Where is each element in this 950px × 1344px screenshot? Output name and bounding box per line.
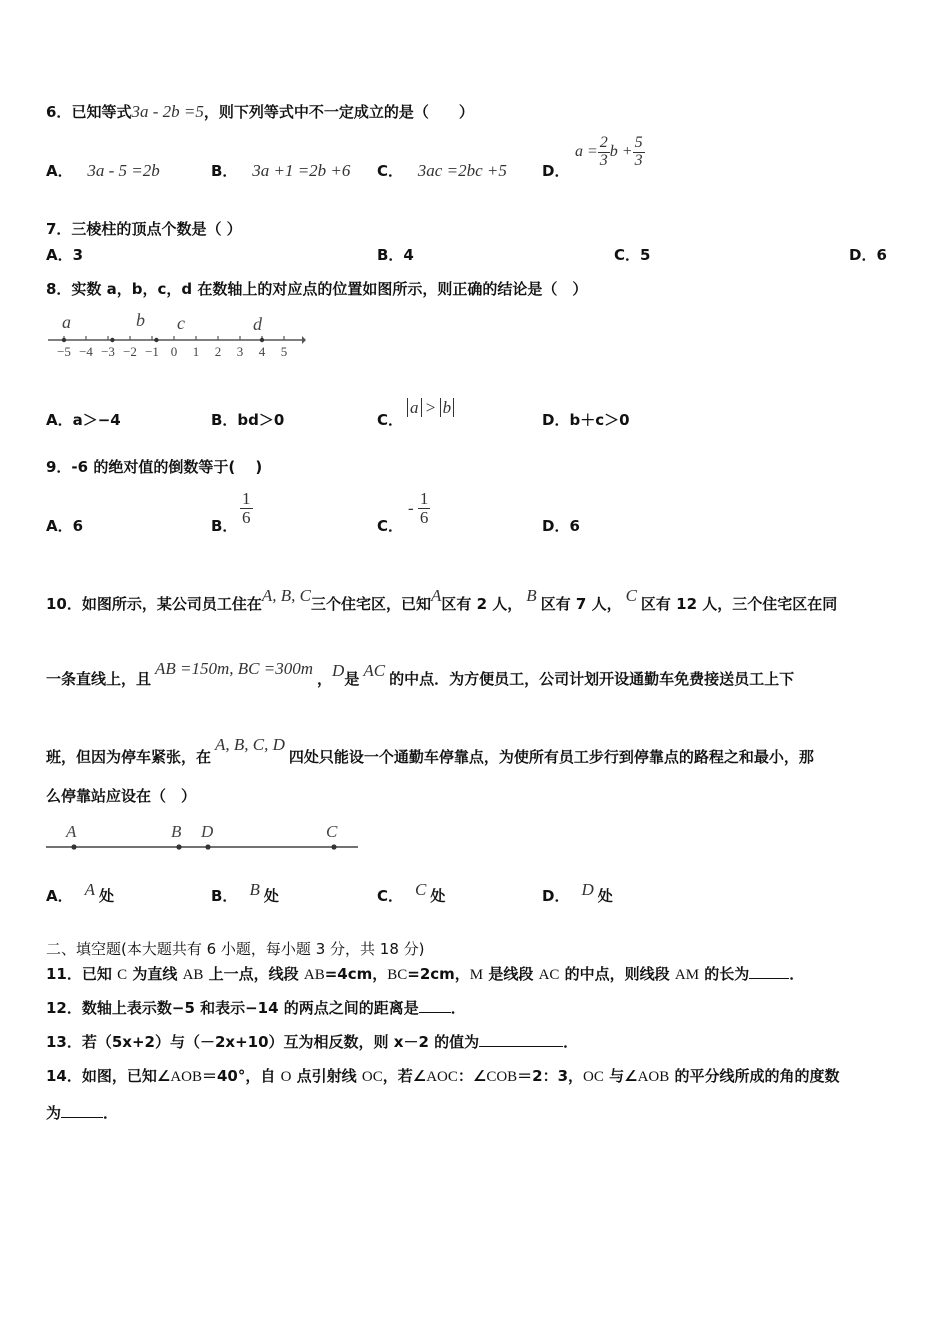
q14-line-2: 为 ． bbox=[46, 1104, 119, 1122]
q13: 13．若（5x+2）与（－2x+10）互为相反数，则 x－2 的值为 ． bbox=[46, 1033, 579, 1051]
number-line-tick-label: 5 bbox=[280, 344, 288, 359]
point-c bbox=[331, 844, 336, 849]
q10-line-3: 班，但因为停车紧张，在A, B, C, D四处只能设一个通勤车停靠点，为使所有员工步行到停靠点的路程之和最小，那 bbox=[46, 735, 814, 766]
q8-stem: 8．实数 a，b，c，d 在数轴上的对应点的位置如图所示，则正确的结论是（ ） bbox=[46, 280, 588, 298]
q10-option-b: B． B 处 bbox=[211, 880, 279, 905]
q9-option-c-fraction: - $\frac{1}{6}$ bbox=[408, 489, 429, 527]
q9-option-c-label: C． bbox=[377, 517, 404, 535]
q6-option-c: C． 3ac =2bc +5 bbox=[377, 161, 507, 180]
q10-line-1: 10．如图所示，某公司员工住在A, B, C三个住宅区，已知A区有 2 人， B 区有 7 人， C 区有 12 人，三个住宅区在同 bbox=[46, 586, 838, 613]
point-b-label: B bbox=[171, 822, 182, 841]
q9-option-a: A．6 bbox=[46, 517, 84, 535]
q8-option-c-expression: a > b bbox=[407, 398, 454, 418]
point-d bbox=[205, 844, 210, 849]
q10-line-segment-figure bbox=[44, 820, 362, 856]
number-line-tick-label: −2 bbox=[123, 344, 137, 359]
answer-blank[interactable] bbox=[419, 998, 451, 1013]
q8-number-line-figure bbox=[44, 310, 306, 366]
answer-blank[interactable] bbox=[479, 1032, 563, 1047]
point-d-label: D bbox=[201, 822, 214, 841]
point-a-label: A bbox=[66, 822, 77, 841]
point-a-label: a bbox=[62, 312, 71, 332]
q8-option-c-label: C． bbox=[377, 411, 404, 429]
number-line-tick-label: −5 bbox=[57, 344, 71, 359]
number-line-tick-label: 4 bbox=[258, 344, 266, 359]
q6-stem: 6．已知等式3a - 2b =5，则下列等式中不一定成立的是（ ） bbox=[46, 102, 474, 121]
point-d bbox=[260, 338, 264, 342]
q12: 12．数轴上表示数−5 和表示−14 的两点之间的距离是 ． bbox=[46, 999, 466, 1017]
q6-option-a: A． 3a - 5 =2b bbox=[46, 161, 160, 180]
q9-option-d: D．6 bbox=[542, 517, 580, 535]
q10-option-d: D． D 处 bbox=[542, 880, 613, 905]
q9-stem: 9．-6 的绝对值的倒数等于( ) bbox=[46, 458, 263, 476]
q7-option-c: C．5 bbox=[614, 246, 651, 264]
point-b bbox=[176, 844, 181, 849]
point-a bbox=[62, 338, 66, 342]
q7-option-d: D．6 bbox=[849, 246, 887, 264]
number-line-tick-label: −4 bbox=[79, 344, 93, 359]
q10-line-4: 么停靠站应设在（ ） bbox=[46, 787, 197, 805]
section-2-heading: 二、填空题(本大题共有 6 小题，每小题 3 分，共 18 分) bbox=[46, 940, 425, 958]
point-c-label: C bbox=[326, 822, 338, 841]
point-b bbox=[110, 338, 114, 342]
number-line-tick-label: −3 bbox=[101, 344, 115, 359]
q9-option-b-label: B． bbox=[211, 517, 238, 535]
number-line-tick-label: 3 bbox=[236, 344, 244, 359]
q7-stem: 7．三棱柱的顶点个数是（ ） bbox=[46, 220, 242, 238]
q14-line-1: 14．如图，已知∠AOB＝40°，自 O 点引射线 OC，若∠AOC：∠COB＝2：3，OC 与∠AOB 的平分线所成的角的度数 bbox=[46, 1067, 840, 1085]
q6-given-equation: 3a - 2b =5 bbox=[131, 102, 204, 121]
q8-option-b: B．bd＞0 bbox=[211, 411, 285, 429]
q7-option-a: A．3 bbox=[46, 246, 84, 264]
q11: 11．已知 C 为直线 AB 上一点，线段 AB=4cm，BC=2cm，M 是线段 AC 的中点，则线段 AM 的长为 ． bbox=[46, 965, 805, 983]
number-line-tick-label: 0 bbox=[170, 344, 178, 359]
answer-blank[interactable] bbox=[61, 1103, 103, 1118]
number-line-tick-label: 2 bbox=[214, 344, 222, 359]
q8-option-d: D．b＋c＞0 bbox=[542, 411, 630, 429]
q6-option-d-expression: a = $\frac{2}{3}$ b + $\frac{5}{3}$ bbox=[575, 134, 643, 169]
point-d-label: d bbox=[253, 314, 262, 334]
q7-option-b: B．4 bbox=[377, 246, 414, 264]
q6-option-b: B． 3a +1 =2b +6 bbox=[211, 161, 351, 180]
q10-option-c: C． C 处 bbox=[377, 880, 446, 905]
q10-line-2: 一条直线上，且AB =150m, BC =300m，D是 AC 的中点．为方便员工，公司计划开设通勤车免费接送员工上下 bbox=[46, 659, 795, 688]
point-c-label: c bbox=[177, 313, 185, 333]
number-line-tick-label: 1 bbox=[192, 344, 200, 359]
number-line-tick-label: −1 bbox=[145, 344, 159, 359]
q10-option-a: A． A 处 bbox=[46, 880, 115, 905]
q6-option-d-label: D． bbox=[542, 162, 570, 180]
q9-option-b-fraction: $\frac{1}{6}$ bbox=[242, 489, 251, 527]
answer-blank[interactable] bbox=[749, 964, 789, 979]
point-a bbox=[71, 844, 76, 849]
q8-option-a: A．a＞−4 bbox=[46, 411, 121, 429]
point-b-label: b bbox=[136, 310, 145, 330]
point-c bbox=[154, 338, 158, 342]
